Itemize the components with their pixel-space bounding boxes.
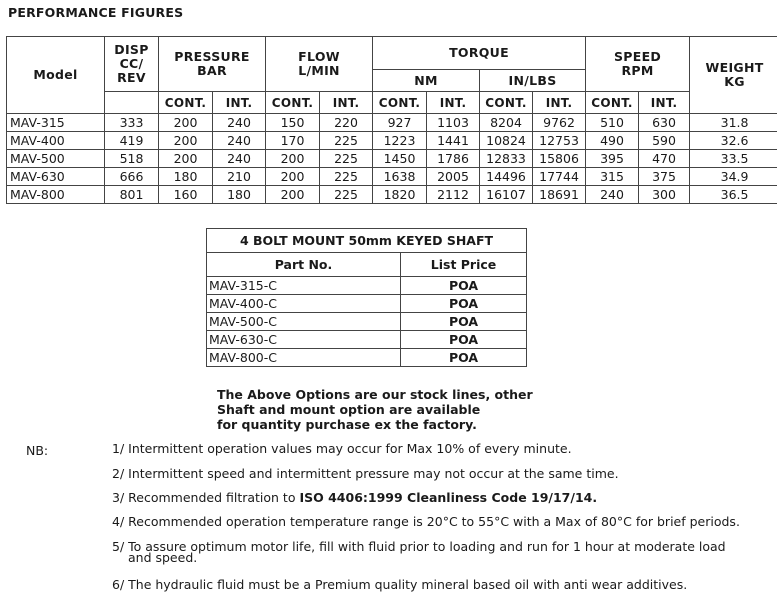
- price-cell: POA: [401, 349, 527, 367]
- pressure-int-cell: 210: [213, 168, 266, 186]
- header-inlbs-int: INT.: [533, 92, 586, 114]
- note-2: 2/ Intermittent speed and intermittent pressure may not occur at the same time.: [112, 466, 619, 481]
- pressure-cont-cell: 200: [159, 150, 213, 168]
- header-flow: FLOW L/MIN: [266, 37, 373, 92]
- weight-cell: 31.8: [690, 114, 777, 132]
- header-pressure-cont: CONT.: [159, 92, 213, 114]
- price-cell: POA: [401, 277, 527, 295]
- nm-cont-cell: 1820: [373, 186, 427, 204]
- mount-title: 4 BOLT MOUNT 50mm KEYED SHAFT: [207, 229, 527, 253]
- note-3: 3/ Recommended filtration to ISO 4406:1999 Cleanliness Code 19/17/14.: [112, 490, 598, 505]
- part-cell: MAV-630-C: [207, 331, 401, 349]
- header-part-no: Part No.: [207, 253, 401, 277]
- inlbs-cont-cell: 14496: [480, 168, 533, 186]
- header-speed-cont: CONT.: [586, 92, 639, 114]
- inlbs-cont-cell: 16107: [480, 186, 533, 204]
- inlbs-cont-cell: 10824: [480, 132, 533, 150]
- note-1: 1/ Intermittent operation values may occur for Max 10% of every minute.: [112, 441, 572, 456]
- table-row: [207, 349, 527, 367]
- speed-int-cell: 470: [639, 150, 690, 168]
- note-4: 4/ Recommended operation temperature range is 20°C to 55°C with a Max of 80°C for brief periods.: [112, 514, 740, 529]
- inlbs-int-cell: 12753: [533, 132, 586, 150]
- header-flow-int: INT.: [320, 92, 373, 114]
- header-speed: SPEED RPM: [586, 37, 690, 92]
- speed-int-cell: 375: [639, 168, 690, 186]
- disp-cell: 333: [105, 114, 159, 132]
- part-cell: MAV-400-C: [207, 295, 401, 313]
- flow-int-cell: 220: [320, 114, 373, 132]
- table-row: [7, 132, 777, 150]
- table-row: [207, 277, 527, 295]
- flow-int-cell: 225: [320, 168, 373, 186]
- stock-lines-note: The Above Options are our stock lines, other Shaft and mount option are available for quantity purchase ex the factory.: [217, 387, 533, 432]
- speed-int-cell: 630: [639, 114, 690, 132]
- part-cell: MAV-800-C: [207, 349, 401, 367]
- speed-int-cell: 300: [639, 186, 690, 204]
- pressure-cont-cell: 200: [159, 114, 213, 132]
- page-heading: PERFORMANCE FIGURES: [8, 5, 184, 20]
- model-cell: MAV-630: [7, 168, 105, 186]
- inlbs-cont-cell: 12833: [480, 150, 533, 168]
- flow-cont-cell: 200: [266, 168, 320, 186]
- note-5: 5/ To assure optimum motor life, fill with fluid prior to loading and run for 1 hour at moderate load and speed.: [112, 539, 726, 565]
- part-cell: MAV-315-C: [207, 277, 401, 295]
- table-row: [207, 295, 527, 313]
- speed-cont-cell: 510: [586, 114, 639, 132]
- pressure-int-cell: 180: [213, 186, 266, 204]
- header-disp: DISP CC/ REV: [105, 37, 159, 92]
- header-torque-inlbs: IN/LBS: [480, 70, 586, 92]
- inlbs-int-cell: 18691: [533, 186, 586, 204]
- header-inlbs-cont: CONT.: [480, 92, 533, 114]
- nm-int-cell: 1103: [427, 114, 480, 132]
- header-model: Model: [7, 37, 105, 114]
- model-cell: MAV-400: [7, 132, 105, 150]
- note-6: 6/ The hydraulic fluid must be a Premium quality mineral based oil with anti wear additives.: [112, 577, 688, 592]
- inlbs-int-cell: 15806: [533, 150, 586, 168]
- price-cell: POA: [401, 313, 527, 331]
- disp-cell: 518: [105, 150, 159, 168]
- nm-cont-cell: 927: [373, 114, 427, 132]
- nm-int-cell: 1786: [427, 150, 480, 168]
- nm-cont-cell: 1638: [373, 168, 427, 186]
- pressure-cont-cell: 200: [159, 132, 213, 150]
- flow-int-cell: 225: [320, 132, 373, 150]
- pressure-int-cell: 240: [213, 150, 266, 168]
- inlbs-cont-cell: 8204: [480, 114, 533, 132]
- speed-cont-cell: 315: [586, 168, 639, 186]
- table-row: [207, 313, 527, 331]
- weight-cell: 33.5: [690, 150, 777, 168]
- table-row: [7, 186, 777, 204]
- header-pressure: PRESSURE BAR: [159, 37, 266, 92]
- flow-cont-cell: 170: [266, 132, 320, 150]
- header-weight: WEIGHT KG: [690, 37, 777, 114]
- inlbs-int-cell: 9762: [533, 114, 586, 132]
- header-torque: TORQUE: [373, 37, 586, 70]
- pressure-cont-cell: 180: [159, 168, 213, 186]
- weight-cell: 32.6: [690, 132, 777, 150]
- header-disp-blank: [105, 92, 159, 114]
- nm-cont-cell: 1223: [373, 132, 427, 150]
- disp-cell: 801: [105, 186, 159, 204]
- mount-price-table: [206, 228, 527, 367]
- flow-int-cell: 225: [320, 150, 373, 168]
- header-speed-int: INT.: [639, 92, 690, 114]
- header-torque-nm: NM: [373, 70, 480, 92]
- header-flow-cont: CONT.: [266, 92, 320, 114]
- flow-int-cell: 225: [320, 186, 373, 204]
- model-cell: MAV-500: [7, 150, 105, 168]
- disp-cell: 419: [105, 132, 159, 150]
- model-cell: MAV-800: [7, 186, 105, 204]
- header-nm-int: INT.: [427, 92, 480, 114]
- nb-label: NB:: [26, 443, 49, 458]
- table-row: [7, 150, 777, 168]
- speed-cont-cell: 490: [586, 132, 639, 150]
- pressure-int-cell: 240: [213, 132, 266, 150]
- speed-cont-cell: 240: [586, 186, 639, 204]
- performance-table: [6, 36, 777, 204]
- weight-cell: 34.9: [690, 168, 777, 186]
- model-cell: MAV-315: [7, 114, 105, 132]
- header-nm-cont: CONT.: [373, 92, 427, 114]
- nm-int-cell: 2005: [427, 168, 480, 186]
- speed-int-cell: 590: [639, 132, 690, 150]
- part-cell: MAV-500-C: [207, 313, 401, 331]
- pressure-int-cell: 240: [213, 114, 266, 132]
- nm-int-cell: 2112: [427, 186, 480, 204]
- nm-cont-cell: 1450: [373, 150, 427, 168]
- disp-cell: 666: [105, 168, 159, 186]
- header-pressure-int: INT.: [213, 92, 266, 114]
- table-row: [7, 168, 777, 186]
- inlbs-int-cell: 17744: [533, 168, 586, 186]
- flow-cont-cell: 150: [266, 114, 320, 132]
- table-row: [7, 114, 777, 132]
- nm-int-cell: 1441: [427, 132, 480, 150]
- table-row: [207, 331, 527, 349]
- flow-cont-cell: 200: [266, 186, 320, 204]
- flow-cont-cell: 200: [266, 150, 320, 168]
- speed-cont-cell: 395: [586, 150, 639, 168]
- price-cell: POA: [401, 331, 527, 349]
- price-cell: POA: [401, 295, 527, 313]
- weight-cell: 36.5: [690, 186, 777, 204]
- pressure-cont-cell: 160: [159, 186, 213, 204]
- header-list-price: List Price: [401, 253, 527, 277]
